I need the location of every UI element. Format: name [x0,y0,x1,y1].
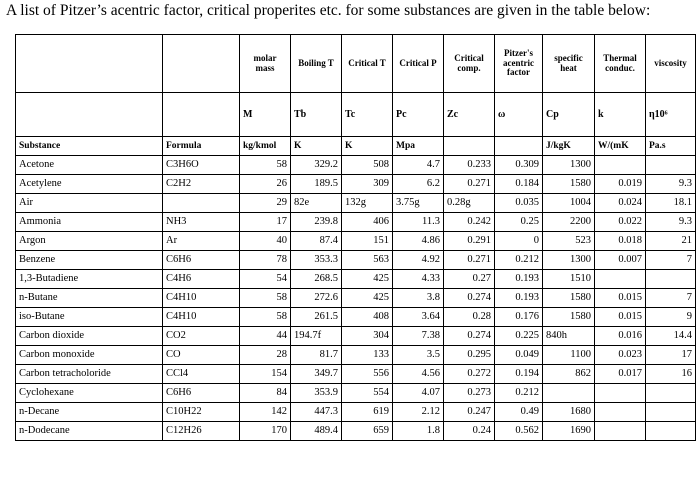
cell-molar-mass: 44 [240,327,291,346]
cell-acentric-factor: 0.225 [495,327,543,346]
header-substance: Substance [16,137,163,156]
cell-specific-heat: 1580 [543,308,595,327]
cell-molar-mass: 29 [240,194,291,213]
cell-specific-heat: 1004 [543,194,595,213]
cell-formula: C2H2 [163,175,240,194]
cell-formula: C4H10 [163,289,240,308]
cell-boiling-t: 272.6 [291,289,342,308]
cell-molar-mass: 26 [240,175,291,194]
cell-substance: n-Decane [16,403,163,422]
cell-molar-mass: 17 [240,213,291,232]
table-row [16,365,696,384]
cell-molar-mass: 58 [240,156,291,175]
cell-substance: Cyclohexane [16,384,163,403]
cell-formula: NH3 [163,213,240,232]
cell-acentric-factor: 0.212 [495,251,543,270]
cell-boiling-t: 329.2 [291,156,342,175]
cell-critical-t: 659 [342,422,393,441]
cell-specific-heat: 840h [543,327,595,346]
cell-thermal-conduc [595,270,646,289]
table-row [16,327,696,346]
cell-critical-comp: 0.233 [444,156,495,175]
cell-thermal-conduc: 0.019 [595,175,646,194]
cell-boiling-t: 268.5 [291,270,342,289]
table-row [16,289,696,308]
table-row [16,384,696,403]
cell-critical-p: 1.8 [393,422,444,441]
cell-substance: Carbon monoxide [16,346,163,365]
cell-viscosity [646,270,696,289]
cell-acentric-factor: 0.049 [495,346,543,365]
cell-critical-comp: 0.271 [444,251,495,270]
cell-thermal-conduc: 0.015 [595,289,646,308]
cell-boiling-t: 489.4 [291,422,342,441]
cell-critical-p: 4.92 [393,251,444,270]
table-row [16,232,696,251]
cell-viscosity: 21 [646,232,696,251]
cell-formula: C4H6 [163,270,240,289]
cell-viscosity [646,403,696,422]
cell-critical-comp: 0.295 [444,346,495,365]
cell-formula: C12H26 [163,422,240,441]
cell-critical-p: 4.56 [393,365,444,384]
cell-critical-p: 7.38 [393,327,444,346]
cell-acentric-factor: 0.562 [495,422,543,441]
header-boiling-t: K [291,137,342,156]
table-row [16,270,696,289]
cell-specific-heat: 1300 [543,251,595,270]
cell-critical-p: 6.2 [393,175,444,194]
cell-specific-heat [543,384,595,403]
cell-critical-comp: 0.28g [444,194,495,213]
cell-formula: C3H6O [163,156,240,175]
cell-acentric-factor: 0.176 [495,308,543,327]
header-molar-mass: molar mass [240,35,291,93]
cell-substance: Acetone [16,156,163,175]
cell-viscosity: 9 [646,308,696,327]
cell-formula: C10H22 [163,403,240,422]
cell-boiling-t: 447.3 [291,403,342,422]
cell-critical-t: 556 [342,365,393,384]
cell-formula [163,194,240,213]
header-substance [16,93,163,137]
header-molar-mass: M [240,93,291,137]
cell-acentric-factor: 0.49 [495,403,543,422]
cell-specific-heat: 523 [543,232,595,251]
cell-thermal-conduc [595,156,646,175]
cell-acentric-factor: 0.193 [495,270,543,289]
cell-viscosity: 16 [646,365,696,384]
cell-critical-t: 563 [342,251,393,270]
cell-critical-p: 4.86 [393,232,444,251]
cell-substance: 1,3-Butadiene [16,270,163,289]
cell-acentric-factor: 0.25 [495,213,543,232]
header-critical-p: Critical P [393,35,444,93]
header-boiling-t: Boiling T [291,35,342,93]
cell-critical-comp: 0.271 [444,175,495,194]
cell-critical-p: 2.12 [393,403,444,422]
cell-critical-t: 406 [342,213,393,232]
cell-molar-mass: 170 [240,422,291,441]
cell-substance: n-Butane [16,289,163,308]
cell-acentric-factor: 0 [495,232,543,251]
cell-substance: n-Dodecane [16,422,163,441]
cell-acentric-factor: 0.184 [495,175,543,194]
cell-specific-heat: 1580 [543,175,595,194]
cell-boiling-t: 353.3 [291,251,342,270]
cell-molar-mass: 40 [240,232,291,251]
cell-specific-heat: 1300 [543,156,595,175]
cell-boiling-t: 194.7f [291,327,342,346]
cell-thermal-conduc: 0.022 [595,213,646,232]
header-critical-t: K [342,137,393,156]
header-row-symbols [16,93,696,137]
cell-critical-t: 408 [342,308,393,327]
properties-table [15,34,696,441]
cell-critical-t: 133 [342,346,393,365]
table-row [16,156,696,175]
cell-thermal-conduc: 0.007 [595,251,646,270]
cell-thermal-conduc [595,384,646,403]
cell-formula: CO2 [163,327,240,346]
cell-specific-heat: 1680 [543,403,595,422]
cell-viscosity [646,422,696,441]
cell-critical-p: 4.33 [393,270,444,289]
cell-acentric-factor: 0.035 [495,194,543,213]
cell-molar-mass: 84 [240,384,291,403]
cell-substance: iso-Butane [16,308,163,327]
header-viscosity: Pa.s [646,137,696,156]
cell-viscosity: 17 [646,346,696,365]
cell-molar-mass: 54 [240,270,291,289]
cell-boiling-t: 353.9 [291,384,342,403]
cell-critical-t: 425 [342,289,393,308]
cell-specific-heat: 1510 [543,270,595,289]
header-row-names [16,35,696,93]
cell-critical-p: 3.5 [393,346,444,365]
cell-acentric-factor: 0.193 [495,289,543,308]
cell-critical-t: 304 [342,327,393,346]
cell-critical-comp: 0.274 [444,327,495,346]
header-substance [16,35,163,93]
cell-specific-heat: 1690 [543,422,595,441]
intro-text: A list of Pitzer’s acentric factor, critical properites etc. for some substances are given in the table below: [6,2,651,19]
cell-formula: C6H6 [163,384,240,403]
cell-substance: Argon [16,232,163,251]
cell-critical-comp: 0.272 [444,365,495,384]
cell-thermal-conduc: 0.017 [595,365,646,384]
header-viscosity: η10⁶ [646,93,696,137]
header-formula: Formula [163,137,240,156]
cell-critical-p: 3.75g [393,194,444,213]
cell-critical-comp: 0.27 [444,270,495,289]
cell-thermal-conduc: 0.024 [595,194,646,213]
cell-specific-heat: 862 [543,365,595,384]
header-acentric-factor: ω [495,93,543,137]
cell-critical-t: 508 [342,156,393,175]
cell-specific-heat: 1580 [543,289,595,308]
cell-critical-p: 3.8 [393,289,444,308]
header-critical-p: Mpa [393,137,444,156]
cell-viscosity: 9.3 [646,213,696,232]
table-row [16,213,696,232]
cell-thermal-conduc [595,403,646,422]
cell-critical-p: 4.7 [393,156,444,175]
cell-formula: CCl4 [163,365,240,384]
cell-boiling-t: 82e [291,194,342,213]
header-critical-comp: Zc [444,93,495,137]
cell-viscosity [646,384,696,403]
header-formula [163,35,240,93]
header-formula [163,93,240,137]
cell-substance: Air [16,194,163,213]
cell-thermal-conduc: 0.018 [595,232,646,251]
cell-molar-mass: 58 [240,289,291,308]
table-row [16,403,696,422]
cell-critical-t: 619 [342,403,393,422]
table-row [16,194,696,213]
cell-critical-t: 554 [342,384,393,403]
cell-substance: Ammonia [16,213,163,232]
cell-molar-mass: 142 [240,403,291,422]
cell-critical-comp: 0.28 [444,308,495,327]
cell-specific-heat: 2200 [543,213,595,232]
cell-boiling-t: 239.8 [291,213,342,232]
header-thermal-conduc: k [595,93,646,137]
header-specific-heat: Cp [543,93,595,137]
cell-substance: Carbon tetracholoride [16,365,163,384]
cell-viscosity: 14.4 [646,327,696,346]
cell-critical-p: 3.64 [393,308,444,327]
cell-acentric-factor: 0.212 [495,384,543,403]
cell-boiling-t: 189.5 [291,175,342,194]
cell-viscosity: 7 [646,251,696,270]
cell-critical-comp: 0.247 [444,403,495,422]
cell-specific-heat: 1100 [543,346,595,365]
header-critical-comp: Critical comp. [444,35,495,93]
header-critical-p: Pc [393,93,444,137]
header-specific-heat: specific heat [543,35,595,93]
cell-critical-comp: 0.291 [444,232,495,251]
header-critical-t: Tc [342,93,393,137]
header-thermal-conduc: Thermal conduc. [595,35,646,93]
cell-critical-t: 151 [342,232,393,251]
table-row [16,346,696,365]
cell-thermal-conduc [595,422,646,441]
cell-formula: Ar [163,232,240,251]
cell-critical-p: 11.3 [393,213,444,232]
cell-molar-mass: 28 [240,346,291,365]
cell-molar-mass: 154 [240,365,291,384]
cell-viscosity: 18.1 [646,194,696,213]
cell-viscosity: 9.3 [646,175,696,194]
cell-viscosity: 7 [646,289,696,308]
cell-critical-t: 309 [342,175,393,194]
header-row-units [16,137,696,156]
cell-critical-p: 4.07 [393,384,444,403]
cell-substance: Carbon dioxide [16,327,163,346]
cell-critical-comp: 0.273 [444,384,495,403]
table-row [16,308,696,327]
cell-thermal-conduc: 0.023 [595,346,646,365]
cell-critical-comp: 0.242 [444,213,495,232]
cell-boiling-t: 261.5 [291,308,342,327]
header-critical-t: Critical T [342,35,393,93]
header-viscosity: viscosity [646,35,696,93]
cell-substance: Benzene [16,251,163,270]
cell-viscosity [646,156,696,175]
cell-critical-comp: 0.274 [444,289,495,308]
cell-critical-t: 132g [342,194,393,213]
cell-formula: C4H10 [163,308,240,327]
table-row [16,422,696,441]
table-row [16,175,696,194]
cell-critical-t: 425 [342,270,393,289]
cell-thermal-conduc: 0.015 [595,308,646,327]
header-acentric-factor: Pitzer's acentric factor [495,35,543,93]
cell-boiling-t: 349.7 [291,365,342,384]
cell-boiling-t: 81.7 [291,346,342,365]
cell-molar-mass: 58 [240,308,291,327]
table-row [16,251,696,270]
header-molar-mass: kg/kmol [240,137,291,156]
header-acentric-factor [495,137,543,156]
cell-substance: Acetylene [16,175,163,194]
cell-acentric-factor: 0.309 [495,156,543,175]
cell-formula: CO [163,346,240,365]
header-boiling-t: Tb [291,93,342,137]
header-critical-comp [444,137,495,156]
cell-boiling-t: 87.4 [291,232,342,251]
cell-molar-mass: 78 [240,251,291,270]
cell-critical-comp: 0.24 [444,422,495,441]
header-specific-heat: J/kgK [543,137,595,156]
cell-thermal-conduc: 0.016 [595,327,646,346]
header-thermal-conduc: W/(mK [595,137,646,156]
cell-formula: C6H6 [163,251,240,270]
cell-acentric-factor: 0.194 [495,365,543,384]
